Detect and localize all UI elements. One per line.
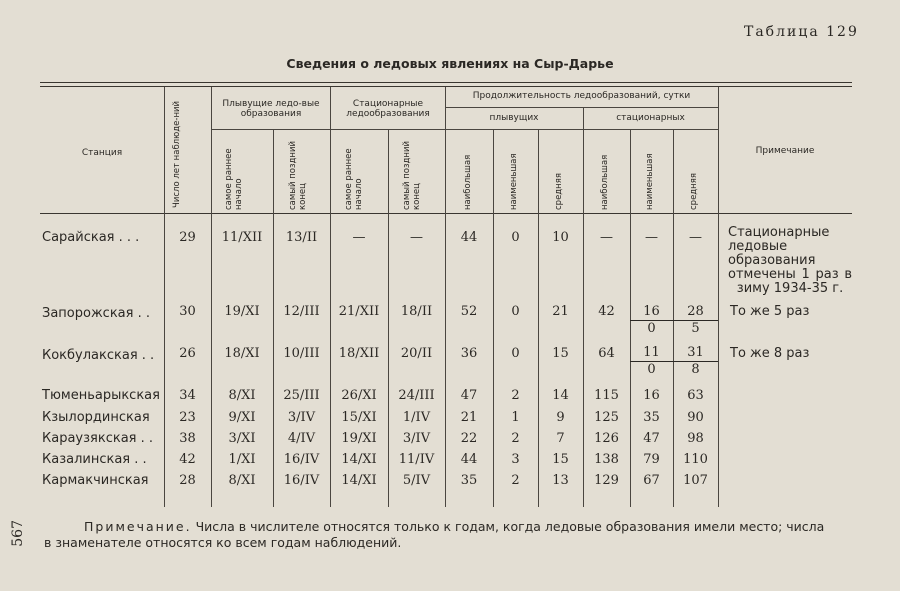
floating-min-cell: 0	[511, 304, 520, 319]
stationary-min-fraction	[630, 304, 673, 337]
header-stationary-group: Стационарные ледообразования	[346, 99, 430, 119]
page-label: Таблица 129	[744, 24, 859, 40]
floating-max-cell: 44	[460, 230, 478, 245]
floating-start-cell: 3/XI	[228, 431, 256, 446]
floating-min-cell: 0	[511, 346, 520, 361]
floating-min-cell: 2	[511, 388, 520, 403]
stationary-end-cell: 11/IV	[398, 452, 435, 467]
header-note: Примечание	[755, 146, 815, 156]
stationary-start-cell: 19/XI	[341, 431, 377, 446]
stationary-end-cell: 1/IV	[402, 410, 431, 425]
fraction-numerator: 16	[630, 304, 673, 321]
stationary-avg-cell: 107	[683, 473, 708, 488]
years-cell: 34	[179, 388, 196, 403]
stationary-max-cell: 138	[594, 452, 619, 467]
years-cell: 23	[179, 410, 196, 425]
stationary-end-cell: 20/II	[400, 346, 433, 361]
stationary-end-cell: —	[410, 230, 423, 245]
footnote-line-1: Числа в числителе относятся только к годам, когда ледовые образования имели место; числа	[195, 519, 825, 534]
floating-max-cell: 35	[460, 473, 478, 488]
station-name: Тюменьарыкская	[42, 388, 160, 403]
station-name: Караузякская . .	[42, 431, 154, 446]
header-years: Число лет наблюде-ний	[172, 100, 182, 208]
floating-end-cell: 4/IV	[287, 431, 316, 446]
floating-max-cell: 47	[460, 388, 478, 403]
floating-end-cell: 16/IV	[283, 473, 320, 488]
stationary-min-cell: 16	[643, 388, 660, 403]
stationary-avg-cell: —	[689, 230, 702, 245]
stationary-max-cell: 115	[594, 388, 619, 403]
floating-min-cell: 1	[511, 410, 520, 425]
stationary-avg-fraction	[673, 304, 718, 337]
floating-avg-cell: 13	[552, 473, 569, 488]
years-cell: 28	[179, 473, 196, 488]
page-title: Сведения о ледовых явлениях на Сыр-Дарье	[286, 56, 614, 71]
floating-start-cell: 11/XII	[221, 230, 263, 245]
stationary-max-cell: —	[600, 230, 613, 245]
header-floating-avg: средняя	[554, 173, 564, 210]
note-cell: То же 8 раз	[730, 346, 810, 361]
station-name: Казалинская . .	[42, 452, 147, 467]
floating-min-cell: 0	[511, 230, 520, 245]
stationary-start-cell: 26/XI	[341, 388, 377, 403]
stationary-end-cell: 18/II	[400, 304, 433, 319]
fraction-denominator: 8	[691, 362, 700, 377]
fraction-numerator: 11	[630, 345, 673, 362]
header-floating-min: наименьшая	[509, 153, 519, 210]
floating-start-cell: 19/XI	[224, 304, 260, 319]
floating-start-cell: 8/XI	[228, 473, 256, 488]
header-divider	[211, 129, 445, 130]
header-duration-group: Продолжительность ледообразований, сутки	[472, 91, 691, 101]
header-floating-group: Плывущие ледо-вые образования	[222, 99, 320, 119]
header-station: Станция	[81, 148, 123, 158]
header-floating-end: самый поздний конец	[288, 141, 308, 210]
stationary-end-cell: 5/IV	[402, 473, 431, 488]
floating-end-cell: 13/II	[285, 230, 318, 245]
header-stationary-max: наибольшая	[600, 154, 610, 210]
floating-avg-cell: 15	[552, 346, 569, 361]
station-name: Кзылординская	[42, 410, 150, 425]
stationary-min-cell: —	[645, 230, 658, 245]
floating-end-cell: 3/IV	[287, 410, 316, 425]
floating-end-cell: 10/III	[283, 346, 320, 361]
stationary-end-cell: 24/III	[398, 388, 435, 403]
stationary-avg-cell: 98	[687, 431, 704, 446]
floating-end-cell: 12/III	[283, 304, 320, 319]
table-top-rule	[40, 82, 852, 83]
years-cell: 30	[179, 304, 196, 319]
floating-start-cell: 1/XI	[228, 452, 256, 467]
years-cell: 29	[179, 230, 196, 245]
fraction-denominator: 0	[647, 321, 656, 336]
station-name: Кокбулакская . .	[42, 348, 155, 363]
page-number: 567	[10, 520, 26, 547]
stationary-end-cell: 3/IV	[402, 431, 431, 446]
note-cell: Стационарные ледовые образования отмечены 1 раз в зиму 1934-35 г.	[728, 225, 852, 296]
footnote	[84, 519, 844, 535]
table-header-rule	[40, 213, 852, 214]
stationary-max-cell: 64	[598, 346, 615, 361]
header-stationary-sub: стационарных	[616, 113, 685, 123]
footnote-label: Примечание.	[84, 519, 192, 534]
years-cell: 26	[179, 346, 196, 361]
floating-max-cell: 22	[460, 431, 478, 446]
floating-max-cell: 52	[460, 304, 478, 319]
stationary-max-cell: 126	[594, 431, 619, 446]
stationary-max-cell: 42	[598, 304, 615, 319]
floating-avg-cell: 15	[552, 452, 569, 467]
floating-min-cell: 2	[511, 431, 520, 446]
header-floating-max: наибольшая	[463, 154, 473, 210]
stationary-min-fraction	[630, 345, 673, 378]
stationary-start-cell: 14/XI	[341, 473, 377, 488]
floating-avg-cell: 21	[552, 304, 569, 319]
stationary-avg-cell: 63	[687, 388, 704, 403]
fraction-denominator: 0	[647, 362, 656, 377]
header-stationary-end: самый поздний конец	[402, 141, 422, 210]
years-cell: 38	[179, 431, 196, 446]
floating-max-cell: 44	[460, 452, 478, 467]
stationary-min-cell: 67	[643, 473, 660, 488]
stationary-avg-cell: 90	[687, 410, 704, 425]
stationary-start-cell: 15/XI	[341, 410, 377, 425]
table-top-rule-2	[40, 86, 852, 87]
floating-start-cell: 9/XI	[228, 410, 256, 425]
floating-end-cell: 25/III	[283, 388, 320, 403]
stationary-start-cell: 21/XII	[338, 304, 380, 319]
stationary-avg-cell: 110	[683, 452, 708, 467]
stationary-min-cell: 35	[643, 410, 660, 425]
header-stationary-min: наименьшая	[645, 153, 655, 210]
floating-avg-cell: 7	[556, 431, 565, 446]
floating-avg-cell: 14	[552, 388, 569, 403]
note-cell: То же 5 раз	[730, 304, 810, 319]
floating-max-cell: 36	[460, 346, 478, 361]
floating-avg-cell: 10	[552, 230, 569, 245]
stationary-start-cell: —	[352, 230, 366, 245]
header-stationary-avg: средняя	[689, 173, 699, 210]
floating-end-cell: 16/IV	[283, 452, 320, 467]
fraction-numerator: 31	[673, 345, 718, 362]
floating-start-cell: 8/XI	[228, 388, 256, 403]
header-floating-sub: плывущих	[489, 113, 539, 123]
station-name: Сарайская . . .	[42, 230, 140, 245]
floating-min-cell: 3	[511, 452, 520, 467]
years-cell: 42	[179, 452, 196, 467]
stationary-max-cell: 129	[594, 473, 619, 488]
footnote-line-2: в знаменателе относятся ко всем годам наблюдений.	[44, 535, 402, 550]
floating-start-cell: 18/XI	[224, 346, 260, 361]
fraction-numerator: 28	[673, 304, 718, 321]
stationary-start-cell: 14/XI	[341, 452, 377, 467]
header-floating-start: самое раннее начало	[224, 148, 244, 210]
station-name: Кармакчинская	[42, 473, 149, 488]
header-divider	[445, 129, 718, 130]
stationary-min-cell: 47	[643, 431, 660, 446]
header-divider	[445, 107, 718, 108]
floating-max-cell: 21	[460, 410, 478, 425]
station-name: Запорожская . .	[42, 306, 150, 321]
floating-avg-cell: 9	[556, 410, 565, 425]
stationary-start-cell: 18/XII	[338, 346, 380, 361]
stationary-min-cell: 79	[643, 452, 660, 467]
fraction-denominator: 5	[691, 321, 700, 336]
floating-min-cell: 2	[511, 473, 520, 488]
stationary-avg-fraction	[673, 345, 718, 378]
stationary-max-cell: 125	[594, 410, 619, 425]
header-stationary-start: самое раннее начало	[344, 148, 364, 210]
